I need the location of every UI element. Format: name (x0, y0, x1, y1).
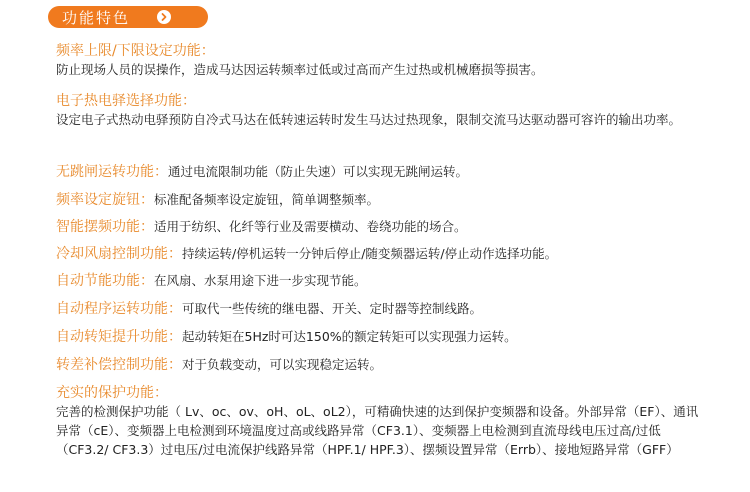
feature-label: 智能摆频功能： (56, 219, 154, 235)
feature-label: 频率设定旋钮： (56, 192, 154, 208)
feature-fan-control (56, 245, 557, 263)
feature-protection (56, 384, 706, 459)
feature-label: 自动节能功能： (56, 273, 154, 289)
feature-label: 自动转矩提升功能： (56, 329, 182, 345)
feature-no-trip (56, 163, 468, 181)
feature-frequency-knob (56, 191, 379, 209)
feature-slip-compensation (56, 356, 382, 374)
feature-electronic-thermal-relay (56, 92, 692, 129)
feature-desc: 在风扇、水泵用途下进一步实现节能。 (154, 273, 367, 288)
feature-desc: 适用于纺织、化纤等行业及需要横动、卷绕功能的场合。 (154, 219, 467, 234)
chevron-right-icon[interactable] (157, 10, 171, 24)
section-title: 功能特色 (62, 8, 131, 27)
feature-desc: 可取代一些传统的继电器、开关、定时器等控制线路。 (182, 301, 483, 316)
feature-energy-saving (56, 272, 367, 290)
feature-label: 冷却风扇控制功能： (56, 246, 182, 262)
feature-label: 自动程序运转功能： (56, 301, 182, 317)
feature-desc: 持续运转/停机运转一分钟后停止/随变频器运转/停止动作选择功能。 (182, 246, 558, 261)
feature-label: 电子热电驿选择功能： (56, 93, 196, 109)
feature-torque-boost (56, 328, 517, 346)
section-header (48, 6, 208, 28)
feature-desc: 防止现场人员的误操作，造成马达因运转频率过低或过高而产生过热或机械磨损等损害。 (56, 62, 544, 77)
feature-desc: 完善的检测保护功能（ Lv、oc、ov、oH、oL、oL2），可精确快速的达到保护变频器和设备。外部异常（EF）、通讯异常（cE）、变频器上电检测到环境温度过高或线路异常（CF3.1）、变频器上电检测到直流母线电压过高/过低（CF3.2/ CF3.3）过电压/过电流保护线路异常（HPF.1/ HPF.3）、摆频设置异常（Errb）、接地短路异常（GFF） (56, 404, 699, 457)
feature-auto-program (56, 300, 482, 318)
feature-label: 频率上限/下限设定功能： (56, 43, 215, 59)
feature-desc: 通过电流限制功能（防止失速）可以实现无跳闸运转。 (168, 164, 469, 179)
feature-label: 无跳闸运转功能： (56, 164, 168, 180)
feature-desc: 设定电子式热动电驿预防自冷式马达在低转速运转时发生马达过热现象，限制交流马达驱动器可容许的输出功率。 (56, 112, 682, 127)
feature-smart-swing (56, 218, 467, 236)
feature-label: 充实的保护功能： (56, 385, 168, 401)
feature-desc: 标准配备频率设定旋钮，简单调整频率。 (154, 192, 380, 207)
feature-desc: 对于负载变动，可以实现稳定运转。 (182, 357, 383, 372)
feature-desc: 起动转矩在5Hz时可达150%的额定转矩可以实现强力运转。 (182, 329, 517, 344)
feature-frequency-limit (56, 42, 692, 79)
feature-label: 转差补偿控制功能： (56, 357, 182, 373)
